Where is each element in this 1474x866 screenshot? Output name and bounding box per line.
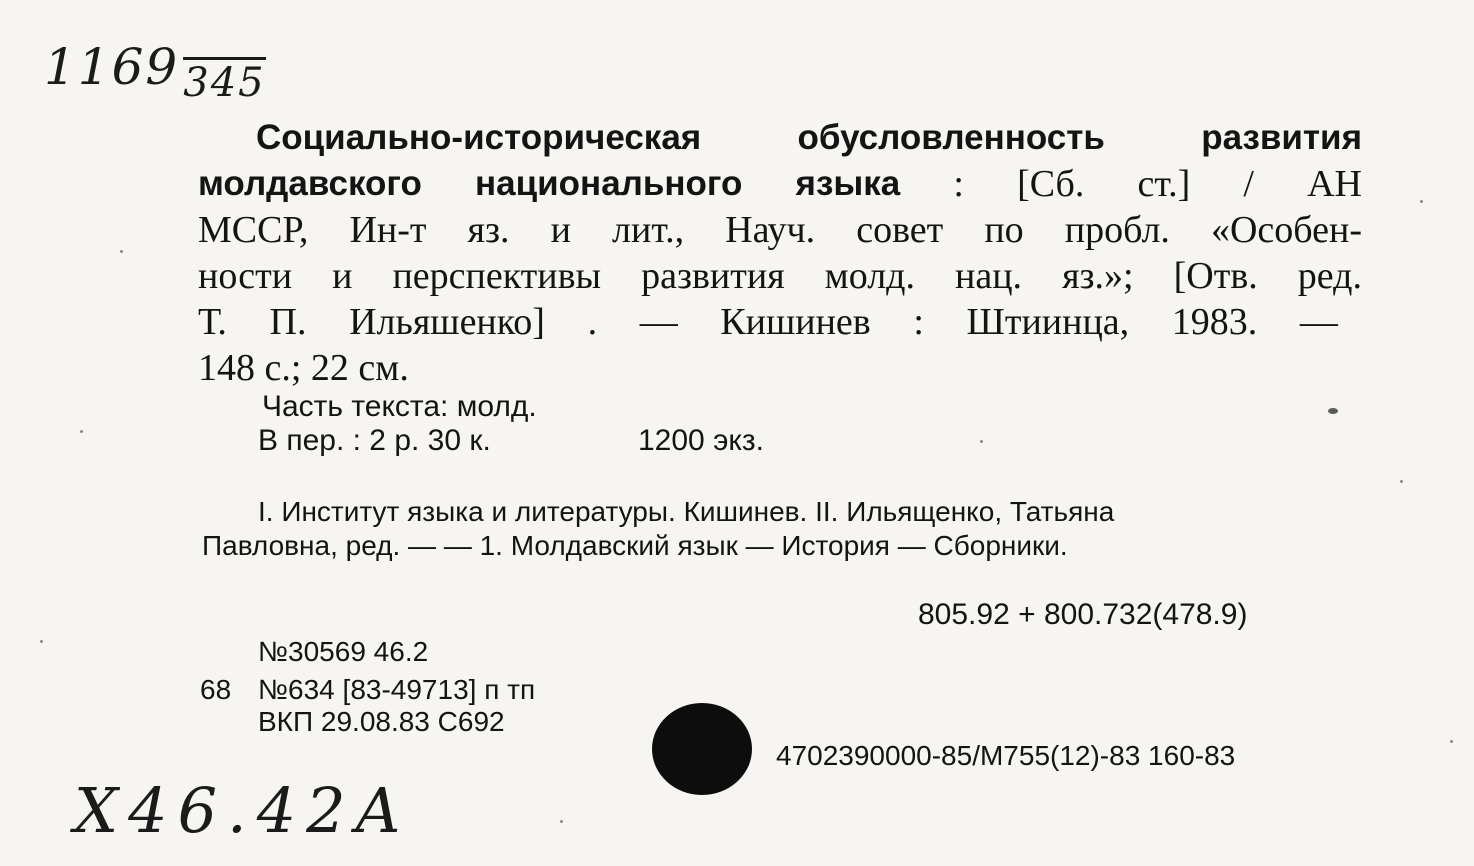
- title-line-2: [198, 162, 1362, 206]
- paper-speck: [1450, 740, 1453, 743]
- handwritten-accession-number: [44, 38, 266, 106]
- title-word: ред.: [1297, 255, 1362, 297]
- title-word: «Особен-: [1210, 209, 1362, 251]
- title-word: молд.: [824, 255, 916, 297]
- card-number: №30569 46.2: [258, 636, 429, 667]
- copies: 1200 экз.: [638, 424, 764, 457]
- language-note: Часть текста: молд.: [262, 390, 537, 423]
- title-word: Ильяшенко]: [349, 301, 545, 343]
- price: В пер. : 2 р. 30 к.: [258, 424, 491, 457]
- title-word: ности: [198, 255, 293, 297]
- title-word: развития: [641, 255, 785, 297]
- title-word: Ин-т: [349, 209, 427, 251]
- title-word: .: [587, 301, 598, 343]
- title-word: Штиинца,: [966, 301, 1130, 343]
- title-word: лит.,: [612, 209, 685, 251]
- title-word: АН: [1307, 163, 1362, 205]
- title-word: языка: [795, 164, 901, 203]
- title-word: развития: [1201, 118, 1362, 157]
- isbn-line: 4702390000-85/М755(12)-83 160-83: [776, 740, 1236, 771]
- title-line-4: [198, 254, 1362, 298]
- tracings-line-1: I. Институт языка и литературы. Кишинев. II. Ильященко, Татьяна: [258, 496, 1115, 527]
- paper-speck: [80, 430, 83, 433]
- title-word: [Сб.: [1017, 163, 1085, 205]
- vkp-line: ВКП 29.08.83 С692: [258, 706, 505, 737]
- title-word: яз.: [467, 209, 510, 251]
- title-word: :: [953, 163, 964, 205]
- paper-speck: [980, 440, 983, 443]
- title-word: /: [1243, 163, 1254, 205]
- handwritten-shelf-code: X46.42A: [74, 774, 411, 847]
- title-line-5: [198, 300, 1338, 344]
- title-word: по: [984, 209, 1024, 251]
- title-word: молдавского: [198, 164, 422, 203]
- title-word: нац.: [955, 255, 1023, 297]
- title-word: обусловленность: [797, 118, 1105, 157]
- title-word: Социально-историческая: [256, 118, 702, 157]
- classification-numbers: 805.92 + 800.732(478.9): [918, 598, 1248, 631]
- title-word: ст.]: [1137, 163, 1191, 205]
- paper-speck: [1328, 408, 1338, 414]
- title-line-1: [256, 116, 1362, 160]
- ref-prefix: 68: [200, 674, 232, 705]
- title-word: —: [639, 301, 678, 343]
- tracings-line-2: Павловна, ред. — — 1. Молдавский язык — История — Сборники.: [202, 530, 1068, 561]
- paper-speck: [1400, 480, 1403, 483]
- paper-speck: [560, 820, 563, 823]
- title-word: [Отв.: [1173, 255, 1258, 297]
- title-word: перспективы: [392, 255, 602, 297]
- extent: 148 с.; 22 см.: [198, 347, 409, 389]
- title-word: МССР,: [198, 209, 309, 251]
- title-word: национального: [475, 164, 743, 203]
- title-word: :: [913, 301, 924, 343]
- title-word: Т.: [198, 301, 227, 343]
- title-word: Науч.: [725, 209, 816, 251]
- handwritten-number: 1169: [44, 38, 180, 96]
- title-word: совет: [856, 209, 944, 251]
- title-word: яз.»;: [1062, 255, 1134, 297]
- paper-speck: [40, 640, 43, 643]
- title-word: П.: [269, 301, 307, 343]
- title-word: 1983.: [1171, 301, 1258, 343]
- title-word: и: [550, 209, 571, 251]
- ref-line: №634 [83-49713] п тп: [258, 674, 536, 705]
- paper-speck: [120, 250, 123, 253]
- title-word: пробл.: [1064, 209, 1170, 251]
- title-word: —: [1299, 301, 1338, 343]
- title-line-3: [198, 208, 1362, 252]
- handwritten-fraction: 345: [183, 57, 265, 106]
- punch-hole: [652, 703, 752, 795]
- title-word: Кишинев: [720, 301, 871, 343]
- paper-speck: [1420, 200, 1423, 203]
- title-word: и: [332, 255, 353, 297]
